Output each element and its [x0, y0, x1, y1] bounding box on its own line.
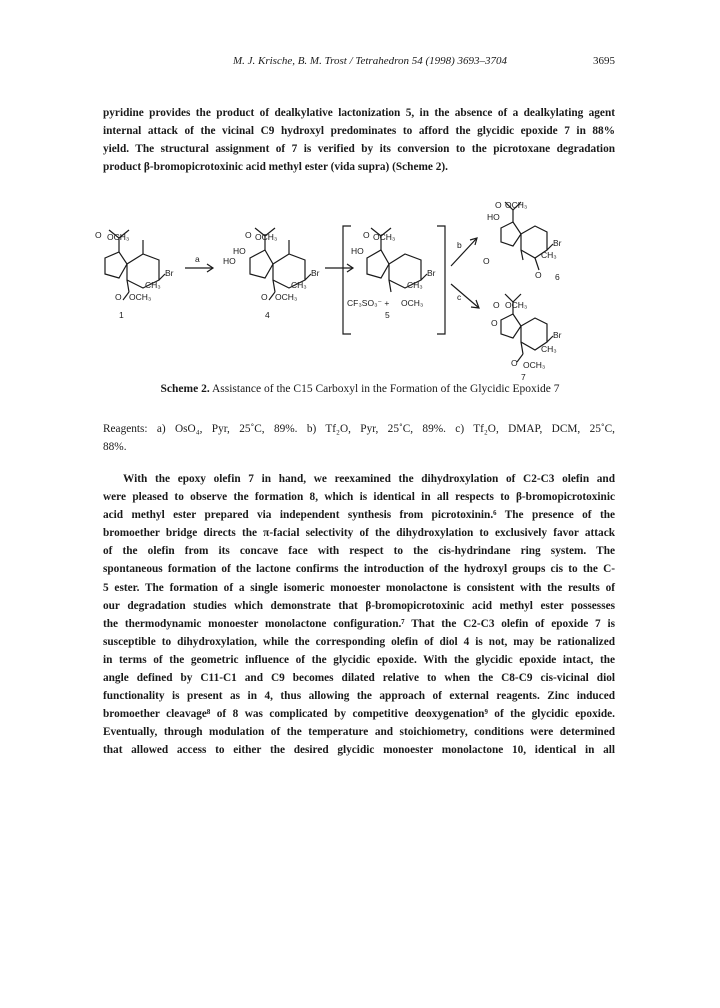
text-line: bromoether bridge directs the π-facial selectivity of the dihydroxylation to exclusively favor attack [103, 527, 615, 540]
text-line: acid methyl ester prepared via independent synthesis from picrotoxinin.⁶ The presence of the [103, 509, 615, 522]
text-line: of the olefin from its concave face with respect to the cis-hydrindane ring system. The [103, 545, 615, 558]
compound-4-label: 4 [265, 310, 270, 320]
scheme-2-diagram [85, 196, 645, 382]
label-o: O [493, 300, 500, 310]
label-o: O [95, 230, 102, 240]
text-line: With the epoxy olefin 7 in hand, we reexamined the dihydroxylation of C2-C3 olefin and [123, 473, 615, 485]
paragraph-1 [103, 104, 615, 176]
running-header [0, 55, 720, 71]
label-och3: OCH₃ [505, 200, 528, 210]
caption-text: Assistance of the C15 Carboxyl in the Formation of the Glycidic Epoxide 7 [209, 383, 560, 395]
arrow-b-label: b [457, 240, 462, 250]
text-line: that allowed access to either the desired glycidic monoester monolactone 10, identical in all [103, 744, 615, 757]
label-o: O [495, 200, 502, 210]
reagents-note [103, 420, 615, 456]
label-och3: OCH₃ [275, 292, 298, 302]
label-br: Br [311, 268, 320, 278]
label-ho: HO [487, 212, 500, 222]
label-o: O [245, 230, 252, 240]
label-ho: HO [351, 246, 364, 256]
text-line: susceptible to dihydroxylation, while the corresponding olefin of diol 4 is not, may be rationalized [103, 635, 615, 648]
compound-6-label: 6 [555, 272, 560, 282]
label-o: O [363, 230, 370, 240]
text-line: Eventually, through modulation of the temperature and stoichiometry, conditions were determined [103, 726, 615, 739]
arrow-c-label: c [457, 292, 462, 302]
running-title: M. J. Krische, B. M. Trost / Tetrahedron 54 (1998) 3693–3704 [232, 55, 508, 67]
label-ch3: CH₃ [407, 280, 423, 290]
text-line: product β-bromopicrotoxinic acid methyl ester (vida supra) (Scheme 2). [103, 161, 448, 174]
label-br: Br [427, 268, 436, 278]
compound-5-label: 5 [385, 310, 390, 320]
text-line: spontaneous formation of the lactone confirms the introduction of the hydroxyl groups cis to the C- [103, 563, 615, 576]
text-line: in terms of the geometric influence of the glycidic epoxide. With the glycidic epoxide intact, the [103, 653, 615, 666]
text-line: the thermodynamic monoester monolactone configuration.⁷ That the C2-C3 olefin of epoxide 7 is [103, 617, 615, 630]
page-number: 3695 [593, 55, 615, 67]
label-och3: OCH₃ [129, 292, 152, 302]
text-line: 5 ester. The formation of a single isomeric monoester monolactone is consistent with the results of [103, 581, 615, 594]
text-line: our degradation studies which demonstrate that β-bromopicrotoxinic acid methyl ester possesses [103, 599, 615, 612]
compound-7-label: 7 [521, 372, 526, 382]
compound-1-label: 1 [119, 310, 124, 320]
text-line: internal attack of the vicinal C9 hydroxyl predominates to afford the glycidic epoxide 7 in 88% [103, 125, 615, 138]
label-ch3: CH₃ [541, 344, 557, 354]
arrow-a-label: a [195, 254, 200, 264]
label-br: Br [165, 268, 174, 278]
text-line: yield. The structural assignment of 7 is verified by its conversion to the picrotoxane degradation [103, 143, 615, 156]
label-cf3so3: CF₃SO₃⁻ + [347, 298, 390, 308]
label-ch3: CH₃ [291, 280, 307, 290]
label-br: Br [553, 238, 562, 248]
label-ho: HO [223, 256, 236, 266]
label-och3: OCH₃ [373, 232, 396, 242]
label-o: O [261, 292, 268, 302]
scheme-caption [100, 383, 620, 395]
text-line: angle defined by C11-C1 and C9 becomes dilated relative to when the C8-C9 cis-vicinal diol [103, 672, 615, 685]
label-och3: OCH₃ [505, 300, 528, 310]
label-och3: OCH₃ [523, 360, 546, 370]
label-o: O [491, 318, 498, 328]
label-ch3: CH₃ [145, 280, 161, 290]
label-och3: OCH₃ [255, 232, 278, 242]
paragraph-2 [103, 470, 615, 760]
label-och3: OCH₃ [401, 298, 424, 308]
label-ho: HO [233, 246, 246, 256]
label-o: O [511, 358, 518, 368]
text-line: pyridine provides the product of dealkylative lactonization 5, in the absence of a dealkylating agent [103, 107, 615, 119]
text-line: bromoether cleavage⁸ of 8 was complicated by competitive deoxygenation⁹ of the glycidic epoxide. [103, 708, 615, 721]
label-o: O [483, 256, 490, 266]
text-line: were pleased to observe the formation 8, which is identical in all respects to β-bromopicrotoxinic [103, 491, 615, 504]
label-br: Br [553, 330, 562, 340]
label-o: O [535, 270, 542, 280]
text-line: functionality is present as in 4, thus allowing the approach of external reagents. Zinc induced [103, 690, 615, 703]
caption-label: Scheme 2. [160, 383, 210, 395]
text-line: 88%. [103, 441, 127, 453]
label-och3: OCH₃ [107, 232, 130, 242]
label-ch3: CH₃ [541, 250, 557, 260]
label-o: O [115, 292, 122, 302]
text-line: Reagents: a) OsO₄, Pyr, 25˚C, 89%. b) Tf₂O, Pyr, 25˚C, 89%. c) Tf₂O, DMAP, DCM, 25˚C, [103, 423, 615, 435]
